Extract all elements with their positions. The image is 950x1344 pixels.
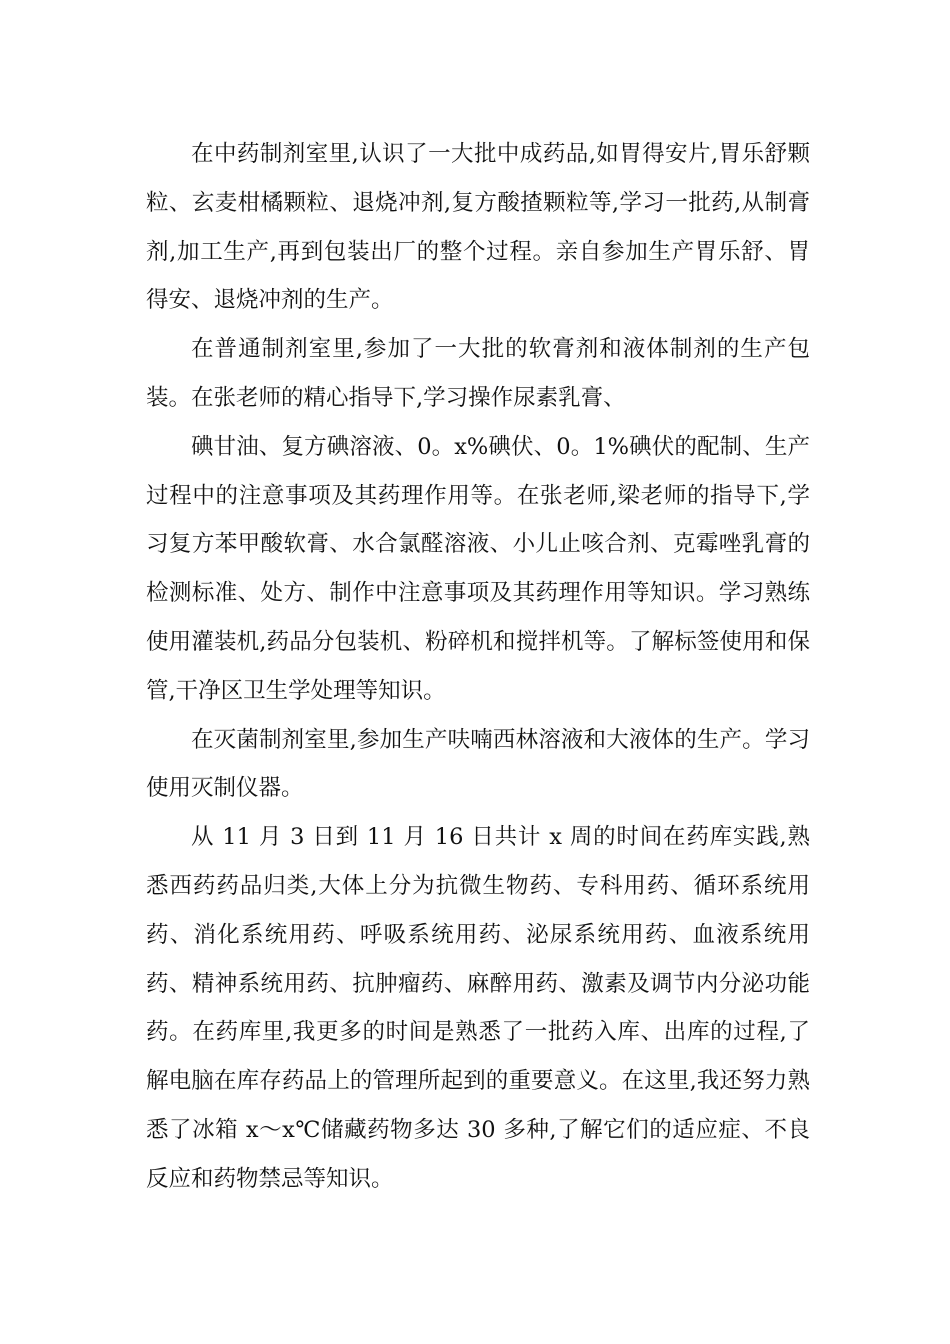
document-body (146, 130, 810, 1204)
paragraph-pharmacy-warehouse: 从 11 月 3 日到 11 月 16 日共计 x 周的时间在药库实践,熟悉西药药品归类,大体上分为抗微生物药、专科用药、循环系统用药、消化系统用药、呼吸系统用药、泌尿系统用药、血液系统用药、精神系统用药、抗肿瘤药、麻醉用药、激素及调节内分泌功能药。在药库里,我更多的时间是熟悉了一批药入库、出库的过程,了解电脑在库存药品上的管理所起到的重要意义。在这里,我还努力熟悉了冰箱 x～x℃储藏药物多达 30 多种,了解它们的适应症、不良反应和药物禁忌等知识。 (146, 824, 810, 1192)
paragraph-general-preparation: 在普通制剂室里,参加了一大批的软膏剂和液体制剂的生产包装。在张老师的精心指导下,学习操作尿素乳膏、 (146, 336, 810, 411)
paragraph-sterile-preparation: 在灭菌制剂室里,参加生产呋喃西林溶液和大液体的生产。学习使用灭制仪器。 (146, 726, 810, 802)
paragraph-iodine-preparation: 碘甘油、复方碘溶液、0。x%碘伏、0。1%碘伏的配制、生产过程中的注意事项及其药理作用等。在张老师,梁老师的指导下,学习复方苯甲酸软膏、水合氯醛溶液、小儿止咳合剂、克霉唑乳膏的检测标准、处方、制作中注意事项及其药理作用等知识。学习熟练使用灌装机,药品分包装机、粉碎机和搅拌机等。了解标签使用和保管,干净区卫生学处理等知识。 (146, 433, 810, 704)
paragraph-chinese-medicine-preparation: 在中药制剂室里,认识了一大批中成药品,如胃得安片,胃乐舒颗粒、玄麦柑橘颗粒、退烧冲剂,复方酸揸颗粒等,学习一批药,从制膏剂,加工生产,再到包装出厂的整个过程。亲自参加生产胃乐舒、胃得安、退烧冲剂的生产。 (146, 141, 810, 314)
